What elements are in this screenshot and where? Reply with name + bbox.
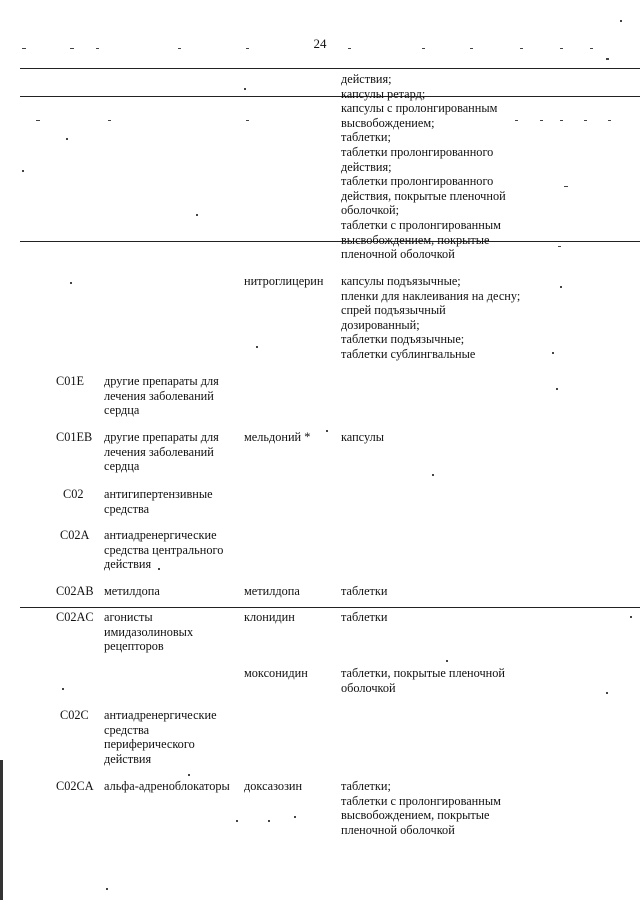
atc-group: антиадренергические средства периферического действия [104, 708, 217, 766]
dosage-form: капсулы подъязычные; пленки для наклеивания на десну; спрей подъязычный дозированный; таблетки подъязычные; таблетки сублингвальные [341, 274, 521, 361]
dosage-form: таблетки, покрытые пленочной оболочкой [341, 666, 505, 695]
atc-code: C01EB [56, 430, 93, 444]
atc-group: антиадренергические средства центрального действия [104, 528, 224, 572]
atc-code: C02CA [56, 779, 94, 793]
atc-code: C02C [60, 708, 89, 722]
dosage-form: таблетки [341, 584, 388, 598]
dosage-form: действия; капсулы ретард; капсулы с пролонгированным высвобождением; таблетки; таблетки пролонгированного действия; таблетки пролонгированного действия, покрытые пленочной оболочкой; таблетки с пролонгированным высвобождением, покрытые пленочной оболочкой [341, 72, 506, 262]
drug-name: доксазозин [244, 779, 303, 793]
atc-group: другие препараты для лечения заболеваний сердца [104, 430, 219, 474]
scan-edge-mark [0, 760, 3, 900]
drug-name: мельдоний * [244, 430, 311, 444]
atc-code: C02 [63, 487, 84, 501]
atc-group: метилдопа [104, 584, 160, 598]
drug-name: метилдопа [244, 584, 300, 598]
drug-name: нитроглицерин [244, 274, 324, 288]
atc-code: C01E [56, 374, 85, 388]
drug-name: клонидин [244, 610, 295, 624]
atc-group: агонисты имидазолиновых рецепторов [104, 610, 194, 654]
atc-group: другие препараты для лечения заболеваний сердца [104, 374, 219, 418]
atc-group: альфа-адреноблокаторы [104, 779, 230, 793]
dosage-form: таблетки [341, 610, 388, 624]
atc-code: C02AC [56, 610, 94, 624]
atc-group: антигипертензивные средства [104, 487, 213, 516]
dosage-form: капсулы [341, 430, 384, 444]
page-number: 24 [313, 36, 327, 51]
drug-name: моксонидин [244, 666, 308, 680]
dosage-form: таблетки; таблетки с пролонгированным высвобождением, покрытые пленочной оболочкой [341, 779, 501, 837]
atc-code: C02A [60, 528, 90, 542]
atc-code: C02AB [56, 584, 94, 598]
